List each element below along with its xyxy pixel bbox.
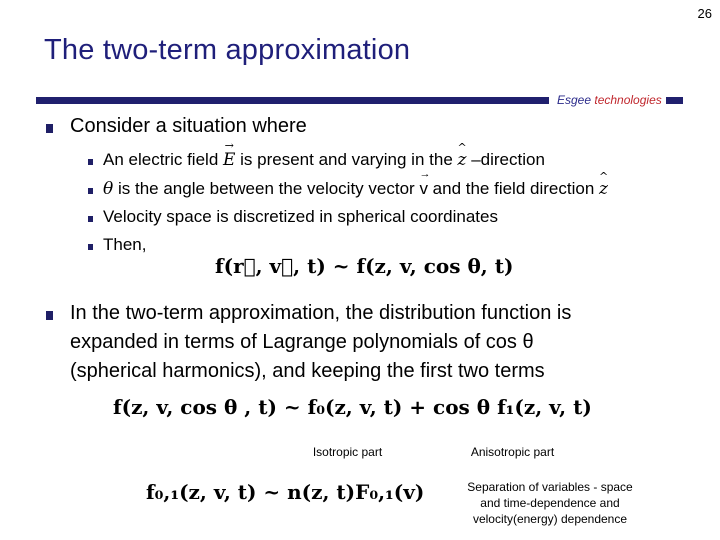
equation-3: f₀,₁(z, v, t) ~ n(z, t)F₀,₁(v): [146, 480, 425, 504]
separation-line-3: velocity(energy) dependence: [472, 512, 628, 526]
sub1-pre: An electric field: [103, 150, 223, 169]
sub1-post: –direction: [466, 150, 545, 169]
vector-e: → E: [223, 150, 235, 170]
title-rule: [36, 97, 549, 104]
bullet-main-2-line-1: In the two-term approximation, the distribution function is: [70, 302, 572, 324]
sub2-post: and the field direction: [427, 179, 599, 198]
sub-bullet-4: Then,: [103, 235, 147, 254]
equation-1: f(r⃗, v⃗, t) ~ f(z, v, cos θ, t): [215, 254, 514, 278]
sub2-theta: θ: [103, 179, 114, 199]
separation-note: [455, 479, 645, 527]
sub-bullet-marker: [88, 216, 93, 222]
isotropic-label: Isotropic part: [312, 445, 383, 459]
brand-part1: Esgee: [557, 93, 595, 107]
title-rule-end: [666, 97, 683, 104]
sub-bullet-2: [103, 179, 608, 199]
brand-logo: [557, 93, 662, 107]
sub-bullet-marker: [88, 188, 93, 194]
sub-bullet-1: [103, 150, 545, 170]
sub2-mid: is the angle between the velocity vector: [113, 179, 420, 198]
brand-part2: technologies: [594, 93, 662, 107]
vector-v: → v: [419, 179, 428, 199]
bullet-main-1: Consider a situation where: [70, 115, 307, 137]
sub1-mid: is present and varying in the: [235, 150, 458, 169]
bullet-main-2-line-3: (spherical harmonics), and keeping the first two terms: [70, 360, 545, 382]
sub-bullet-marker: [88, 159, 93, 165]
z-hat-2: ^ z: [599, 179, 608, 199]
slide-number: 26: [697, 6, 712, 21]
sub-bullet-marker: [88, 244, 93, 250]
equation-2: f(z, v, cos θ , t) ~ f₀(z, v, t) + cos θ f₁(z, v, t): [113, 395, 592, 419]
anisotropic-label: Anisotropic part: [470, 445, 555, 459]
sub-bullet-3: Velocity space is discretized in spherical coordinates: [103, 207, 498, 226]
bullet-marker: [46, 124, 53, 133]
bullet-marker: [46, 311, 53, 320]
bullet-main-2-line-2: expanded in terms of Lagrange polynomials of cos θ: [70, 331, 534, 353]
separation-line-1: Separation of variables - space: [467, 480, 633, 494]
slide-title: The two-term approximation: [44, 34, 411, 66]
z-hat: ^ z: [458, 150, 467, 170]
separation-line-2: and time-dependence and: [480, 496, 620, 510]
